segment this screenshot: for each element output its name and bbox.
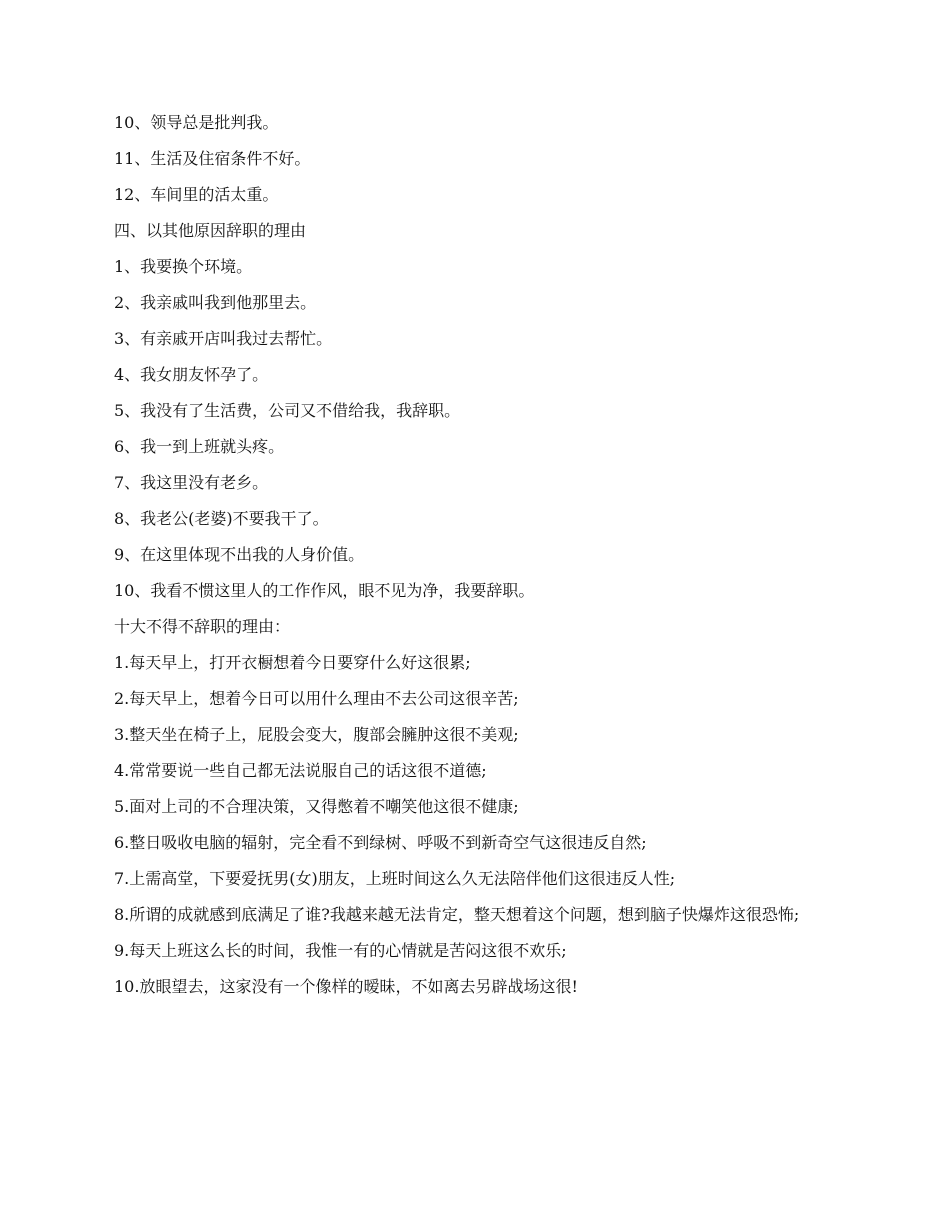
text-line: 1.每天早上，打开衣橱想着今日要穿什么好这很累; (114, 653, 471, 672)
text-line: 1、我要换个环境。 (114, 257, 253, 276)
text-line: 3.整天坐在椅子上，屁股会变大，腹部会臃肿这很不美观; (114, 725, 519, 744)
text-line: 7.上需高堂，下要爱抚男(女)朋友，上班时间这么久无法陪伴他们这很违反人性; (114, 869, 676, 888)
text-line: 3、有亲戚开店叫我过去帮忙。 (114, 329, 333, 348)
text-line: 2.每天早上，想着今日可以用什么理由不去公司这很辛苦; (114, 689, 519, 708)
text-line: 10、我看不惯这里人的工作作风，眼不见为净，我要辞职。 (114, 581, 535, 600)
text-line: 4、我女朋友怀孕了。 (114, 365, 269, 384)
text-line: 8、我老公(老婆)不要我干了。 (114, 509, 329, 528)
text-line: 5、我没有了生活费，公司又不借给我，我辞职。 (114, 401, 461, 420)
text-line: 5.面对上司的不合理决策，又得憋着不嘲笑他这很不健康; (114, 797, 519, 816)
text-line: 7、我这里没有老乡。 (114, 473, 269, 492)
text-line: 6.整日吸收电脑的辐射，完全看不到绿树、呼吸不到新奇空气这很违反自然; (114, 833, 647, 852)
section-heading: 十大不得不辞职的理由： (114, 617, 291, 636)
text-line: 9.每天上班这么长的时间，我惟一有的心情就是苦闷这很不欢乐; (114, 941, 567, 960)
text-line: 10.放眼望去，这家没有一个像样的暧昧，不如离去另辟战场这很! (114, 977, 578, 996)
document-body (114, 113, 834, 1013)
text-line: 8.所谓的成就感到底满足了谁?我越来越无法肯定，整天想着这个问题，想到脑子快爆炸这很恐怖; (114, 905, 800, 924)
text-line: 2、我亲戚叫我到他那里去。 (114, 293, 317, 312)
text-line: 10、领导总是批判我。 (114, 113, 279, 132)
section-heading: 四、以其他原因辞职的理由 (114, 221, 307, 240)
text-line: 6、我一到上班就头疼。 (114, 437, 285, 456)
text-line: 12、车间里的活太重。 (114, 185, 279, 204)
text-line: 11、生活及住宿条件不好。 (114, 149, 311, 168)
text-line: 9、在这里体现不出我的人身价值。 (114, 545, 365, 564)
text-line: 4.常常要说一些自己都无法说服自己的话这很不道德; (114, 761, 487, 780)
